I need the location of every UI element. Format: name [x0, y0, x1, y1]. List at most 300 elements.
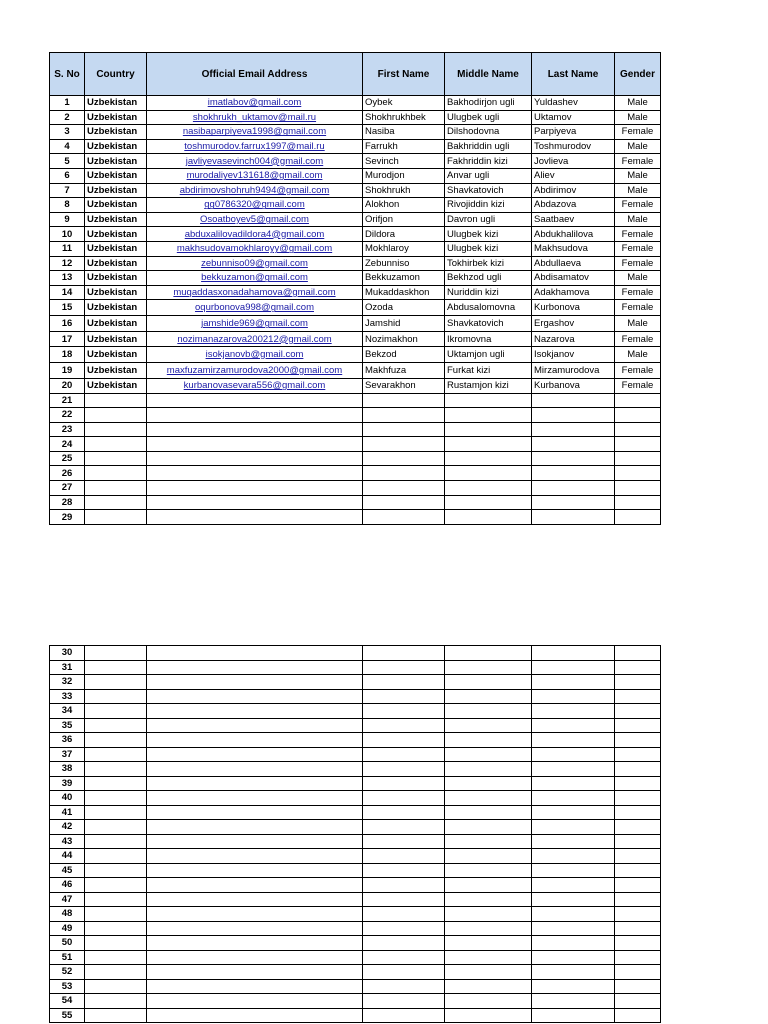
table-row	[50, 994, 661, 1009]
cell-sno: 42	[50, 820, 85, 835]
cell-country	[85, 820, 147, 835]
cell-email	[147, 408, 363, 423]
table-row	[50, 907, 661, 922]
cell-gender	[615, 437, 661, 452]
cell-last-name	[532, 481, 615, 496]
cell-gender: Female	[615, 256, 661, 271]
cell-middle-name	[445, 820, 532, 835]
table-row	[50, 849, 661, 864]
cell-email	[147, 378, 363, 393]
cell-middle-name	[445, 950, 532, 965]
table-row	[50, 154, 661, 169]
cell-last-name: Yuldashev	[532, 96, 615, 111]
cell-email	[147, 892, 363, 907]
cell-gender	[615, 921, 661, 936]
cell-first-name: Ozoda	[363, 300, 445, 316]
table-row	[50, 422, 661, 437]
cell-gender	[615, 878, 661, 893]
cell-gender	[615, 675, 661, 690]
cell-country	[85, 646, 147, 661]
cell-middle-name	[445, 718, 532, 733]
table-row	[50, 346, 661, 362]
table-row	[50, 285, 661, 300]
cell-gender	[615, 689, 661, 704]
cell-country	[85, 921, 147, 936]
cell-middle-name	[445, 393, 532, 408]
cell-email	[147, 675, 363, 690]
cell-sno: 52	[50, 965, 85, 980]
cell-email	[147, 451, 363, 466]
cell-middle-name	[445, 979, 532, 994]
cell-country: Uzbekistan	[85, 198, 147, 213]
cell-gender	[615, 776, 661, 791]
cell-middle-name	[445, 921, 532, 936]
cell-country: Uzbekistan	[85, 285, 147, 300]
cell-last-name: Toshmurodov	[532, 139, 615, 154]
cell-country	[85, 675, 147, 690]
cell-first-name	[363, 675, 445, 690]
cell-gender: Female	[615, 154, 661, 169]
cell-middle-name	[445, 451, 532, 466]
cell-gender	[615, 646, 661, 661]
cell-email	[147, 212, 363, 227]
cell-middle-name	[445, 747, 532, 762]
table-row	[50, 241, 661, 256]
cell-country: Uzbekistan	[85, 271, 147, 286]
cell-email	[147, 198, 363, 213]
cell-country	[85, 408, 147, 423]
cell-sno: 49	[50, 921, 85, 936]
cell-email	[147, 979, 363, 994]
cell-last-name: Abdullaeva	[532, 256, 615, 271]
header-email: Official Email Address	[147, 53, 363, 96]
cell-country: Uzbekistan	[85, 316, 147, 332]
cell-first-name: Shokhrukh	[363, 183, 445, 198]
cell-first-name	[363, 1008, 445, 1023]
cell-country	[85, 878, 147, 893]
cell-middle-name: Ulugbek kizi	[445, 227, 532, 242]
cell-last-name: Uktamov	[532, 110, 615, 125]
cell-country	[85, 747, 147, 762]
cell-last-name	[532, 805, 615, 820]
header-sno: S. No	[50, 53, 85, 96]
email-link[interactable]: bekkuzamon@gmail.com	[201, 272, 308, 284]
cell-country: Uzbekistan	[85, 139, 147, 154]
cell-first-name: Nasiba	[363, 125, 445, 140]
cell-first-name: Bekzod	[363, 346, 445, 362]
cell-sno: 10	[50, 227, 85, 242]
cell-sno: 16	[50, 316, 85, 332]
cell-country	[85, 907, 147, 922]
cell-middle-name: Davron ugli	[445, 212, 532, 227]
cell-email	[147, 776, 363, 791]
cell-middle-name	[445, 704, 532, 719]
cell-country: Uzbekistan	[85, 346, 147, 362]
cell-gender	[615, 892, 661, 907]
table-row	[50, 110, 661, 125]
header-gender: Gender	[615, 53, 661, 96]
cell-sno: 11	[50, 241, 85, 256]
cell-first-name: Mukaddaskhon	[363, 285, 445, 300]
cell-country	[85, 689, 147, 704]
cell-last-name	[532, 863, 615, 878]
cell-first-name	[363, 762, 445, 777]
cell-first-name: Bekkuzamon	[363, 271, 445, 286]
table-row	[50, 408, 661, 423]
cell-country	[85, 422, 147, 437]
cell-last-name	[532, 393, 615, 408]
cell-email	[147, 510, 363, 525]
cell-gender	[615, 936, 661, 951]
cell-gender	[615, 510, 661, 525]
cell-gender	[615, 820, 661, 835]
cell-first-name	[363, 718, 445, 733]
cell-country	[85, 950, 147, 965]
cell-sno: 15	[50, 300, 85, 316]
cell-middle-name: Ulugbek kizi	[445, 241, 532, 256]
cell-gender: Male	[615, 168, 661, 183]
cell-first-name	[363, 994, 445, 1009]
cell-last-name	[532, 878, 615, 893]
cell-middle-name	[445, 863, 532, 878]
cell-first-name	[363, 863, 445, 878]
cell-middle-name	[445, 495, 532, 510]
table-row	[50, 271, 661, 286]
cell-email	[147, 300, 363, 316]
cell-first-name: Nozimakhon	[363, 332, 445, 347]
cell-sno: 26	[50, 466, 85, 481]
email-link[interactable]: gg0786320@gmail.com	[204, 199, 305, 211]
cell-last-name: Jovlieva	[532, 154, 615, 169]
cell-email	[147, 965, 363, 980]
table-row	[50, 704, 661, 719]
cell-email	[147, 834, 363, 849]
cell-first-name	[363, 950, 445, 965]
email-link[interactable]: oqurbonova998@gmail.com	[195, 302, 314, 314]
cell-email	[147, 362, 363, 378]
cell-last-name: Abdisamatov	[532, 271, 615, 286]
cell-gender: Male	[615, 346, 661, 362]
cell-gender	[615, 979, 661, 994]
table-row	[50, 437, 661, 452]
cell-last-name	[532, 733, 615, 748]
cell-country: Uzbekistan	[85, 362, 147, 378]
cell-country: Uzbekistan	[85, 332, 147, 347]
cell-email	[147, 437, 363, 452]
cell-sno: 44	[50, 849, 85, 864]
table-row	[50, 820, 661, 835]
cell-sno: 14	[50, 285, 85, 300]
cell-gender: Female	[615, 241, 661, 256]
cell-last-name	[532, 921, 615, 936]
cell-email	[147, 660, 363, 675]
cell-country: Uzbekistan	[85, 227, 147, 242]
cell-middle-name	[445, 1008, 532, 1023]
cell-email	[147, 125, 363, 140]
cell-middle-name	[445, 878, 532, 893]
cell-last-name: Isokjanov	[532, 346, 615, 362]
data-table-page-2	[49, 645, 661, 1023]
cell-email	[147, 878, 363, 893]
table-row	[50, 332, 661, 347]
cell-sno: 40	[50, 791, 85, 806]
table-row	[50, 805, 661, 820]
cell-country	[85, 481, 147, 496]
cell-sno: 48	[50, 907, 85, 922]
cell-first-name	[363, 393, 445, 408]
cell-gender	[615, 994, 661, 1009]
cell-sno: 9	[50, 212, 85, 227]
cell-country	[85, 466, 147, 481]
cell-country: Uzbekistan	[85, 241, 147, 256]
cell-middle-name	[445, 646, 532, 661]
cell-email	[147, 168, 363, 183]
cell-first-name	[363, 733, 445, 748]
cell-last-name: Kurbonova	[532, 300, 615, 316]
cell-email	[147, 346, 363, 362]
cell-middle-name	[445, 408, 532, 423]
cell-email	[147, 820, 363, 835]
cell-middle-name: Fakhriddin kizi	[445, 154, 532, 169]
table-row	[50, 316, 661, 332]
cell-sno: 13	[50, 271, 85, 286]
cell-middle-name	[445, 791, 532, 806]
table-row	[50, 466, 661, 481]
table-row	[50, 495, 661, 510]
cell-last-name	[532, 675, 615, 690]
cell-country: Uzbekistan	[85, 300, 147, 316]
cell-sno: 38	[50, 762, 85, 777]
cell-middle-name: Rivojiddin kizi	[445, 198, 532, 213]
cell-last-name: Nazarova	[532, 332, 615, 347]
cell-sno: 37	[50, 747, 85, 762]
cell-middle-name: Rustamjon kizi	[445, 378, 532, 393]
cell-country	[85, 393, 147, 408]
email-link[interactable]: nozimanazarova200212@gmail.com	[177, 333, 332, 345]
email-link[interactable]: kurbanovasevara556@gmail.com	[183, 380, 326, 392]
table-row	[50, 747, 661, 762]
email-link[interactable]: muqaddasxonadahamova@gmail.com	[173, 287, 336, 299]
cell-email	[147, 393, 363, 408]
cell-email	[147, 994, 363, 1009]
table-row	[50, 921, 661, 936]
cell-sno: 7	[50, 183, 85, 198]
table-row	[50, 689, 661, 704]
email-link[interactable]: zebunniso09@gmail.com	[201, 257, 308, 269]
cell-country	[85, 965, 147, 980]
cell-email	[147, 936, 363, 951]
cell-sno: 27	[50, 481, 85, 496]
cell-last-name: Parpiyeva	[532, 125, 615, 140]
cell-gender: Male	[615, 110, 661, 125]
cell-sno: 33	[50, 689, 85, 704]
cell-gender: Female	[615, 362, 661, 378]
cell-sno: 41	[50, 805, 85, 820]
email-link[interactable]: isokjanovb@gmail.com	[205, 348, 304, 360]
email-link[interactable]: abdirimovshohruh9494@gmail.com	[179, 184, 330, 196]
cell-gender	[615, 733, 661, 748]
cell-sno: 54	[50, 994, 85, 1009]
table-row	[50, 212, 661, 227]
cell-email	[147, 285, 363, 300]
table-row	[50, 510, 661, 525]
cell-sno: 32	[50, 675, 85, 690]
cell-sno: 5	[50, 154, 85, 169]
cell-first-name: Orifjon	[363, 212, 445, 227]
cell-sno: 55	[50, 1008, 85, 1023]
header-country: Country	[85, 53, 147, 96]
cell-email	[147, 466, 363, 481]
email-link[interactable]: nasibaparpiyeva1998@gmail.com	[182, 126, 327, 138]
table-row	[50, 979, 661, 994]
cell-country	[85, 718, 147, 733]
table-row	[50, 139, 661, 154]
table-row	[50, 762, 661, 777]
cell-country: Uzbekistan	[85, 183, 147, 198]
email-link[interactable]: murodaliyev131618@gmail.com	[186, 170, 323, 182]
cell-middle-name	[445, 762, 532, 777]
table-row	[50, 660, 661, 675]
cell-last-name	[532, 689, 615, 704]
cell-last-name	[532, 747, 615, 762]
header-first-name: First Name	[363, 53, 445, 96]
cell-gender	[615, 950, 661, 965]
cell-last-name: Mirzamurodova	[532, 362, 615, 378]
cell-country: Uzbekistan	[85, 256, 147, 271]
table-row	[50, 183, 661, 198]
cell-first-name: Alokhon	[363, 198, 445, 213]
cell-sno: 34	[50, 704, 85, 719]
table-row	[50, 168, 661, 183]
cell-country: Uzbekistan	[85, 110, 147, 125]
table-row	[50, 733, 661, 748]
email-link[interactable]: maxfuzamirzamurodova2000@gmail.com	[166, 364, 343, 376]
cell-middle-name: Bekhzod ugli	[445, 271, 532, 286]
cell-last-name	[532, 466, 615, 481]
cell-last-name: Saatbaev	[532, 212, 615, 227]
cell-last-name	[532, 451, 615, 466]
cell-country: Uzbekistan	[85, 125, 147, 140]
cell-first-name	[363, 660, 445, 675]
cell-gender	[615, 481, 661, 496]
cell-gender: Male	[615, 139, 661, 154]
cell-sno: 12	[50, 256, 85, 271]
cell-last-name: Ergashov	[532, 316, 615, 332]
cell-last-name	[532, 646, 615, 661]
cell-last-name	[532, 510, 615, 525]
cell-first-name	[363, 437, 445, 452]
cell-sno: 8	[50, 198, 85, 213]
table-row	[50, 878, 661, 893]
cell-country	[85, 451, 147, 466]
table-body-page-2	[50, 646, 661, 1023]
cell-sno: 39	[50, 776, 85, 791]
cell-middle-name	[445, 834, 532, 849]
cell-first-name	[363, 805, 445, 820]
cell-email	[147, 733, 363, 748]
cell-sno: 30	[50, 646, 85, 661]
cell-last-name	[532, 950, 615, 965]
cell-first-name: Jamshid	[363, 316, 445, 332]
cell-first-name	[363, 481, 445, 496]
cell-first-name: Murodjon	[363, 168, 445, 183]
cell-middle-name: Tokhirbek kizi	[445, 256, 532, 271]
cell-last-name	[532, 437, 615, 452]
cell-sno: 18	[50, 346, 85, 362]
cell-gender: Male	[615, 96, 661, 111]
cell-last-name: Abdazova	[532, 198, 615, 213]
cell-gender: Male	[615, 271, 661, 286]
cell-gender	[615, 791, 661, 806]
cell-last-name	[532, 791, 615, 806]
cell-gender	[615, 466, 661, 481]
cell-first-name	[363, 646, 445, 661]
email-link[interactable]: jamshide969@gmail.com	[201, 318, 308, 330]
cell-first-name	[363, 820, 445, 835]
cell-gender: Male	[615, 316, 661, 332]
cell-country	[85, 762, 147, 777]
cell-last-name	[532, 704, 615, 719]
cell-gender	[615, 660, 661, 675]
cell-email	[147, 950, 363, 965]
cell-email	[147, 689, 363, 704]
cell-middle-name: Furkat kizi	[445, 362, 532, 378]
email-link[interactable]: toshmurodov.farrux1997@mail.ru	[184, 141, 325, 153]
cell-email	[147, 495, 363, 510]
cell-first-name: Zebunniso	[363, 256, 445, 271]
cell-first-name: Makhfuza	[363, 362, 445, 378]
cell-country	[85, 1008, 147, 1023]
cell-first-name	[363, 466, 445, 481]
cell-first-name	[363, 510, 445, 525]
cell-email	[147, 481, 363, 496]
email-link[interactable]: imatlabov@gmail.com	[207, 97, 302, 109]
cell-first-name	[363, 834, 445, 849]
cell-first-name: Oybek	[363, 96, 445, 111]
cell-sno: 28	[50, 495, 85, 510]
email-link[interactable]: makhsudovamokhlaroyy@gmail.com	[176, 243, 333, 255]
data-table-page-1	[49, 52, 661, 525]
cell-country: Uzbekistan	[85, 154, 147, 169]
cell-country	[85, 437, 147, 452]
cell-country	[85, 733, 147, 748]
cell-last-name	[532, 936, 615, 951]
cell-country	[85, 510, 147, 525]
email-link[interactable]: Osoatboyev5@gmail.com	[200, 214, 309, 226]
cell-country	[85, 704, 147, 719]
cell-middle-name	[445, 994, 532, 1009]
cell-email	[147, 849, 363, 864]
email-link[interactable]: abduxalilovadildora4@gmail.com	[184, 228, 325, 240]
cell-gender	[615, 704, 661, 719]
cell-gender: Female	[615, 300, 661, 316]
cell-last-name	[532, 834, 615, 849]
cell-first-name	[363, 892, 445, 907]
email-link[interactable]: shokhrukh_uktamov@mail.ru	[192, 111, 317, 123]
cell-gender	[615, 408, 661, 423]
header-last-name: Last Name	[532, 53, 615, 96]
cell-sno: 35	[50, 718, 85, 733]
cell-last-name	[532, 907, 615, 922]
cell-middle-name: Anvar ugli	[445, 168, 532, 183]
table-row	[50, 96, 661, 111]
cell-email	[147, 183, 363, 198]
cell-gender	[615, 863, 661, 878]
cell-middle-name	[445, 936, 532, 951]
cell-sno: 3	[50, 125, 85, 140]
table-row	[50, 950, 661, 965]
email-link[interactable]: javliyevasevinch004@gmail.com	[185, 155, 324, 167]
